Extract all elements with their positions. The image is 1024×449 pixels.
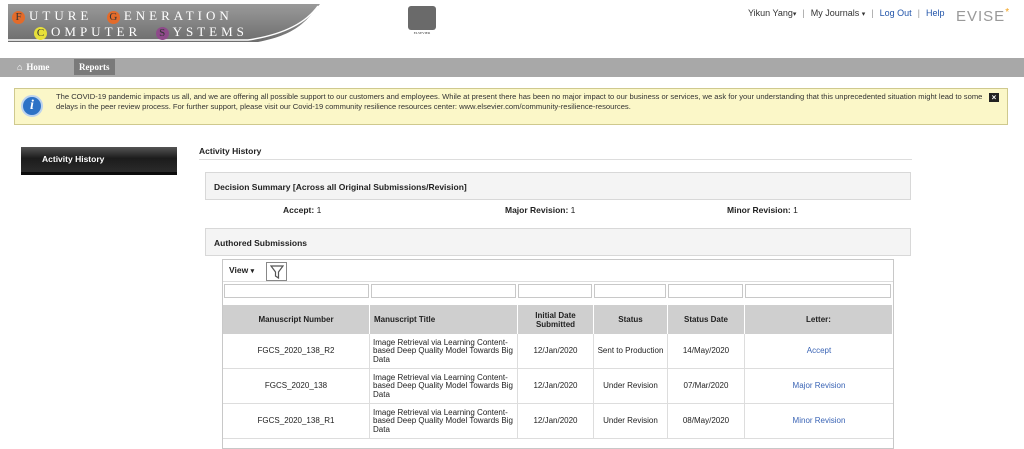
main-nav	[0, 58, 1024, 77]
caret-down-icon: ▾	[792, 11, 797, 18]
col-status[interactable]: Status	[594, 305, 668, 334]
logout-link[interactable]: Log Out	[879, 8, 912, 18]
journal-title-line2: C OMPUTER S YSTEMS	[34, 24, 248, 40]
journal-cap-letter: C	[34, 27, 47, 40]
my-journals-menu[interactable]: My Journals ▾	[810, 8, 866, 18]
home-icon: ⌂	[17, 62, 23, 72]
filter-manuscript-title[interactable]	[371, 284, 516, 298]
filter-letter[interactable]	[745, 284, 891, 298]
page-title: Activity History	[199, 146, 262, 156]
nav-reports[interactable]: Reports	[74, 59, 115, 75]
filter-button[interactable]	[266, 262, 287, 281]
header	[0, 0, 1024, 58]
divider	[199, 159, 912, 160]
table-row: FGCS_2020_138_R2 Image Retrieval via Learning Content-based Deep Quality Model Towards Big Data 12/Jan/2020 Sent to Production 14/May/2020 Accept	[223, 334, 893, 369]
submissions-grid	[222, 259, 894, 449]
journal-banner	[8, 4, 320, 42]
evise-logo[interactable]: EVISE*	[956, 7, 1011, 25]
col-letter[interactable]: Letter:	[745, 305, 893, 334]
journal-cap-letter: S	[156, 27, 169, 40]
nav-home[interactable]: ⌂ Home	[17, 62, 50, 72]
journal-title-line1: F UTURE G ENERATION	[12, 8, 233, 24]
user-menu[interactable]: Yikun Yang▾	[748, 8, 797, 18]
summary-major-revision: Major Revision: 1	[505, 205, 576, 215]
covid-notice	[14, 88, 1008, 125]
top-links: Yikun Yang▾ | My Journals ▾ | Log Out | Help	[748, 8, 945, 18]
summary-accept: Accept: 1	[283, 205, 322, 215]
col-initial-date[interactable]: Initial Date Submitted	[518, 305, 594, 334]
filter-status[interactable]	[594, 284, 666, 298]
tree-icon	[408, 6, 436, 30]
filter-initial-date[interactable]	[518, 284, 592, 298]
filter-manuscript-number[interactable]	[224, 284, 369, 298]
view-menu-button[interactable]: View ▾	[229, 265, 255, 275]
caret-down-icon: ▾	[861, 11, 866, 18]
col-manuscript-number[interactable]: Manuscript Number	[223, 305, 370, 334]
caret-down-icon: ▾	[250, 268, 255, 275]
grid-toolbar	[223, 260, 893, 282]
letter-link[interactable]: Major Revision	[792, 381, 846, 391]
help-link[interactable]: Help	[926, 8, 945, 18]
filter-status-date[interactable]	[668, 284, 743, 298]
col-manuscript-title[interactable]: Manuscript Title	[370, 305, 518, 334]
journal-cap-letter: G	[107, 11, 120, 24]
decision-summary	[205, 205, 911, 217]
table-row: FGCS_2020_138 Image Retrieval via Learning Content-based Deep Quality Model Towards Big Data 12/Jan/2020 Under Revision 07/Mar/2020 Major Revision	[223, 369, 893, 404]
close-icon[interactable]: ×	[989, 93, 999, 102]
sidebar-item-activity-history[interactable]: Activity History	[21, 147, 177, 175]
letter-link[interactable]: Minor Revision	[792, 416, 846, 426]
journal-cap-letter: F	[12, 11, 25, 24]
letter-link[interactable]: Accept	[806, 346, 832, 356]
summary-minor-revision: Minor Revision: 1	[727, 205, 798, 215]
table-header	[223, 305, 893, 334]
notice-text: The COVID-19 pandemic impacts us all, and we are offering all possible support to our customers and employees. While at present there has been no major impact to our business or services, we ask for your understanding that this unprecedented situation might lead to some delays in the peer review process. For further support, please visit our Covid-19 community resilience resources center: www.elsevier.com/community-resilience-resources.	[56, 92, 983, 111]
col-status-date[interactable]: Status Date	[668, 305, 745, 334]
info-icon: i	[21, 95, 43, 117]
star-icon: *	[1005, 7, 1011, 18]
decision-summary-header: Decision Summary [Across all Original Submissions/Revision]	[205, 172, 911, 200]
filter-icon	[270, 265, 284, 279]
table-row: FGCS_2020_138_R1 Image Retrieval via Learning Content-based Deep Quality Model Towards Big Data 12/Jan/2020 Under Revision 08/May/2020 Minor Revision	[223, 404, 893, 439]
elsevier-logo: ELSEVIER	[408, 6, 436, 36]
authored-submissions-header: Authored Submissions	[205, 228, 911, 256]
